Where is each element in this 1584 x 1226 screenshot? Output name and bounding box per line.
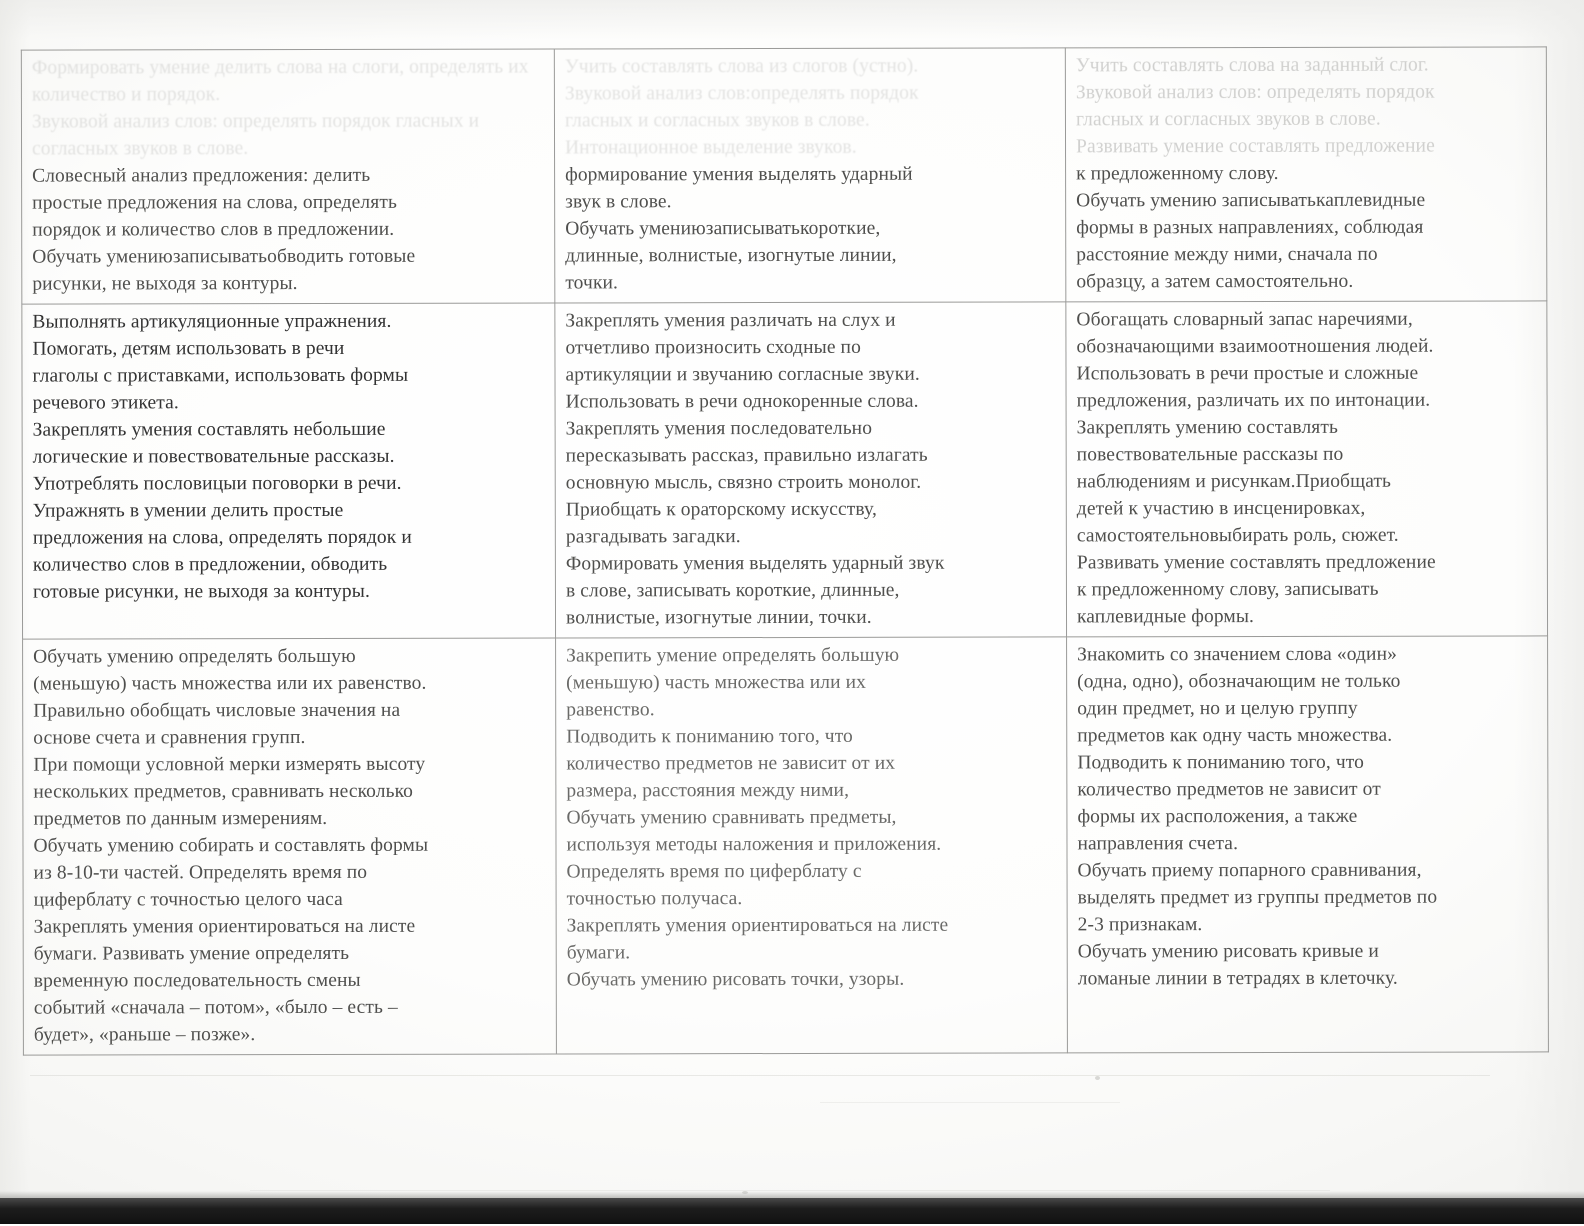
- table-cell-r2c3: [1066, 301, 1548, 637]
- table-row: [23, 636, 1549, 1055]
- scanner-edge: [0, 1198, 1584, 1224]
- table-body: [21, 47, 1548, 1055]
- table-cell-r3c2: [556, 637, 1068, 1054]
- cell-faded-text: Учить составлять слова на заданный слог. Звуковой анализ слов: определять порядок гласных и согласных звуков в слове. Развивать умение составлять предложение: [1075, 54, 1435, 158]
- cell-text: Выполнять артикуляционные упражнения. Помогать, детям использовать в речи глаголы с приставками, использовать формы речевого этикета. Закреплять умения составлять небольшие логические и повествовательные рассказы. Употреблять пословицыи поговорки в речи. Упражнять в умении делить простые предложения на слова, определять порядок и количество слов в предложении, обводить готовые рисунки, не выходя за контуры.: [32, 310, 412, 603]
- cell-faded-text: Учить составлять слова из слогов (устно). Звуковой анализ слов:определять порядок гласных и согласных звуков в слове. Интонационное выделение звуков.: [564, 55, 919, 159]
- table-cell-r3c1: [23, 638, 557, 1055]
- scanner-edge-highlight: [0, 1191, 1584, 1198]
- cell-text: формирование умения выделять ударный звук в слове. Обучать умениюзаписыватькороткие, длинные, волнистые, изогнутые линии, точки.: [565, 163, 913, 294]
- table-cell-r1c1: [21, 49, 555, 304]
- cell-text: Закреплять умения различать на слух и отчетливо произносить сходные по артикуляции и звучанию согласные звуки. Использовать в речи однокоренные слова. Закреплять умения последовательно пересказывать рассказ, правильно излагать основную мысль, связно строить монолог. Приобщать к ораторскому искусству, разгадывать загадки. Формировать умения выделять ударный звук в слове, записывать короткие, длинные, волнистые, изогнутые линии, точки.: [565, 309, 945, 629]
- cell-text: Знакомить со значением слова «один» (одна, одно), обозначающим не только один предмет, но и целую группу предметов как одну часть множества. Подводить к пониманию того, что количество предметов не зависит от формы их расположения, а также направления счета. Обучать приему попарного сравнивания, выделять предмет из группы предметов по 2-3 признакам. Обучать умению рисовать кривые и ломаные линии в тетрадях в клеточку.: [1077, 643, 1438, 990]
- cell-text: Словесный анализ предложения: делить простые предложения на слова, определять порядок и количество слов в предложении. Обучать умениюзаписыватьобводить готовые рисунки, не выходя за контуры.: [32, 164, 416, 295]
- content-table: [21, 46, 1549, 1055]
- table-cell-r2c2: [555, 302, 1067, 638]
- table-cell-r1c3: [1065, 47, 1547, 302]
- table-cell-r2c1: [22, 303, 556, 639]
- table-cell-r1c2: [554, 48, 1066, 303]
- table-cell-r3c3: [1067, 636, 1549, 1053]
- table-row: [21, 47, 1547, 304]
- table-row: [22, 301, 1548, 639]
- cell-text: Обогащать словарный запас наречиями, обозначающими взаимоотношения людей. Использовать в речи простые и сложные предложения, различать их по интонации. Закреплять умению составлять повествовательные рассказы по наблюдениям и рисункам.Приобщать детей к участию в инсценировках, самостоятельновыбирать роль, сюжет. Развивать умение составлять предложение к предложенному слову, записывать каплевидные формы.: [1076, 308, 1436, 628]
- cell-text: Закрепить умение определять большую (меньшую) часть множества или их равенство. Подводить к пониманию того, что количество предметов не зависит от их размера, расстояния между ними, Обучать умению сравнивать предметы, используя методы наложения и приложения. Определять время по циферблату с точностью получаса. Закреплять умения ориентироваться на листе бумаги. Обучать умению рисовать точки, узоры.: [566, 644, 949, 991]
- cell-text: Обучать умению определять большую (меньшую) часть множества или их равенство. Правильно обобщать числовые значения на основе счета и сравнения групп. При помощи условной мерки измерять высоту нескольких предметов, сравнивать несколько предметов по данным измерениям. Обучать умению собирать и составлять формы из 8-10-ти частей. Определять время по циферблату с точностью целого часа Закреплять умения ориентироваться на листе бумаги. Развивать умение определять временную последовательность смены событий «сначала – потом», «было – есть – будет», «раньше – позже».: [33, 645, 429, 1046]
- cell-text: к предложенному слову. Обучать умению записыватькаплевидные формы в разных направлениях, соблюдая расстояние между ними, сначала по образцу, а затем самостоятельно.: [1076, 162, 1426, 293]
- cell-faded-text: Формировать умение делить слова на слоги, определять их количество и порядок. Звуковой анализ слов: определять порядок гласных и согласных звуков в слове.: [31, 56, 529, 160]
